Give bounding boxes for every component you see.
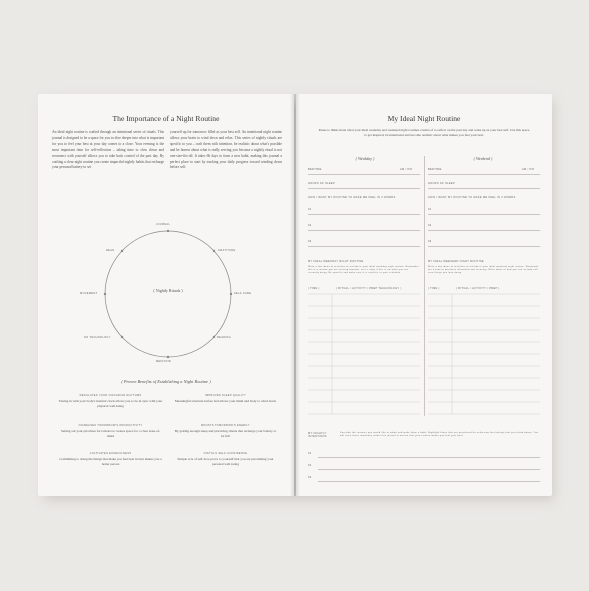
wheel-label-no-technology: NO TECHNOLOGY [84,336,111,339]
intention-line-2[interactable] [318,469,540,470]
weekend-num-3: 03 [428,240,432,243]
weekend-col-time: ( TIME ) [428,287,440,290]
benefits-title: ( Proven Benefits of Establishing a Night Routine ) [121,379,211,384]
benefit-text-6: Simple acts of self-love prove to yourself that you are prioritizing your personal well-being [177,457,274,467]
weekend-bedtime-label: BEDTIME [428,168,442,171]
intention-num-2: 02 [308,464,312,467]
left-page [38,94,294,496]
weekday-num-1: 01 [308,208,312,211]
benefit-text-4: By getting enough sleep and practicing rituals that recharge your battery to be full [174,429,277,439]
benefit-head-2: IMPROVES SLEEP QUALITY [204,394,247,397]
benefit-head-1: REGULATES YOUR CIRCADIAN RHYTHMS [79,394,142,397]
weekend-feel-label: HOW I WANT MY ROUTINE TO MAKE ME FEEL IN 3 WORDS [428,196,516,199]
wheel-label-read: READ [106,249,115,252]
weekday-feel-label: HOW I WANT MY ROUTINE TO MAKE ME FEEL IN 3 WORDS [308,196,396,199]
wheel-label-meditate: MEDITATE [156,360,172,363]
intention-num-1: 01 [308,452,312,455]
weekend-routine-desc: Write a few ideas of activities to include in your ideal weekend night routine. Weekends are a time to prioritize relaxation and recovery. Write ideas of how you can include self care things you love doing. [428,266,539,275]
open-journal [38,94,552,496]
benefit-text-5: Committing to doing the things that make you feel best in turn makes you a better person [59,457,162,467]
weekend-ampm: AM / PM [522,168,535,171]
benefit-text-3: Setting out your priorities for tomorrow creates space for a clear state-of-mind [60,429,161,439]
benefit-head-3: INCREASES TOMORROW'S PRODUCTIVITY [78,424,143,427]
wheel-label-reading: READING [217,336,231,339]
right-page [296,94,552,496]
weekend-sleep-label: HOURS OF SLEEP [428,182,455,185]
weekday-col-activity: ( RITUAL / ACTIVITY / PREP TECHNOLOGY ) [336,287,402,290]
weekday-sleep-label: HOURS OF SLEEP [308,182,335,185]
weekday-routine-title: MY IDEAL WEEKDAY NIGHT ROUTINE [308,260,364,263]
benefit-head-5: CULTIVATES EASEFULNESS [89,452,132,455]
weekday-ampm: AM / PM [400,168,413,171]
intentions-label: MY NIGHTLY INTENTIONS [308,432,327,438]
wheel-label-self-care: SELF-CARE [234,292,252,295]
page-title: The Importance of a Night Routine [112,114,220,123]
weekend-label: ( Weekend ) [473,156,493,161]
book-spine [290,94,300,496]
benefit-text-1: Tuning in with your body's internal clock allows you to be in sync with your physical well-being [58,399,163,409]
weekday-bedtime-label: BEDTIME [308,168,322,171]
wheel-label-gratitude: GRATITUDE [218,249,236,252]
wheel-label-journal: JOURNAL [156,223,171,226]
weekday-col-time: ( TIME ) [308,287,320,290]
intro-column-1: An ideal night routine is crafted through an intentional series of rituals. This journal is designed to be a space for you to dive deeper into what is important for you to feel your best at your day comes to a close. Your evening is the most important time for self-reflection – taking time to slow down and reconnect with yourself allows you to take back control of the past day. By crafting a clear night routine you create impactful nightly habits that recharge your personal battery to set [52,130,164,170]
wheel-center-label: ( Nightly Rituals ) [153,288,183,293]
intention-line-1[interactable] [318,457,540,458]
routine-intro: Pause to think about what your ideal weekday and weekend night routines consist of to reflect on the past day and wake up as your best self. Use this space to get inspired, be intentional and become realistic about what makes you feel your best. [318,128,530,138]
intentions-desc: Describe the routines you would like to adopt and make them a habit. Highlight those that are prioritized for achieving the feelings that you listed above. You will track these intentions within this journal to ensure that your routine makes you feel your best. [340,432,539,438]
benefit-text-2: Meaningful structure before bed allows your mind and body to wind down [174,399,277,403]
wheel-label-movement: MOVEMENT [80,292,98,295]
benefit-head-4: BOOSTS TOMORROW'S ENERGY [201,424,250,427]
intention-line-3[interactable] [318,481,540,482]
intro-column-2: yourself up for tomorrow filled as your best self. An intentional night routine allows your brain to wind down and relax. This series of nightly rituals are specific to you – craft them with intention, be realistic about what's possible and be honest about what is really serving you because a nightly ritual is not one-size-fits-all. It takes 66 days to form a new habit, making this journal a perfect place to start by tracking your daily progress toward winding down before self. [170,130,282,170]
benefit-head-6: INSTILLS SELF-CONFIDENCE [203,452,248,455]
weekend-num-1: 01 [428,208,432,211]
intention-num-3: 03 [308,476,312,479]
weekday-num-3: 03 [308,240,312,243]
weekend-num-2: 02 [428,224,432,227]
weekday-num-2: 02 [308,224,312,227]
page-title-right: My Ideal Night Routine [387,114,461,123]
weekend-col-activity: ( RITUAL / ACTIVITY / PREP ) [456,287,500,290]
weekend-routine-title: MY IDEAL WEEKEND NIGHT ROUTINE [428,260,484,263]
weekday-label: ( Weekday ) [355,156,375,161]
weekday-routine-desc: Write a few ideas of activities to include in your ideal weekday night routine. Remember this is a routine you are striving towards, so it's okay if this is not what you are currently doing. Be specific and make sure it is realistic to your schedule. [308,266,419,275]
